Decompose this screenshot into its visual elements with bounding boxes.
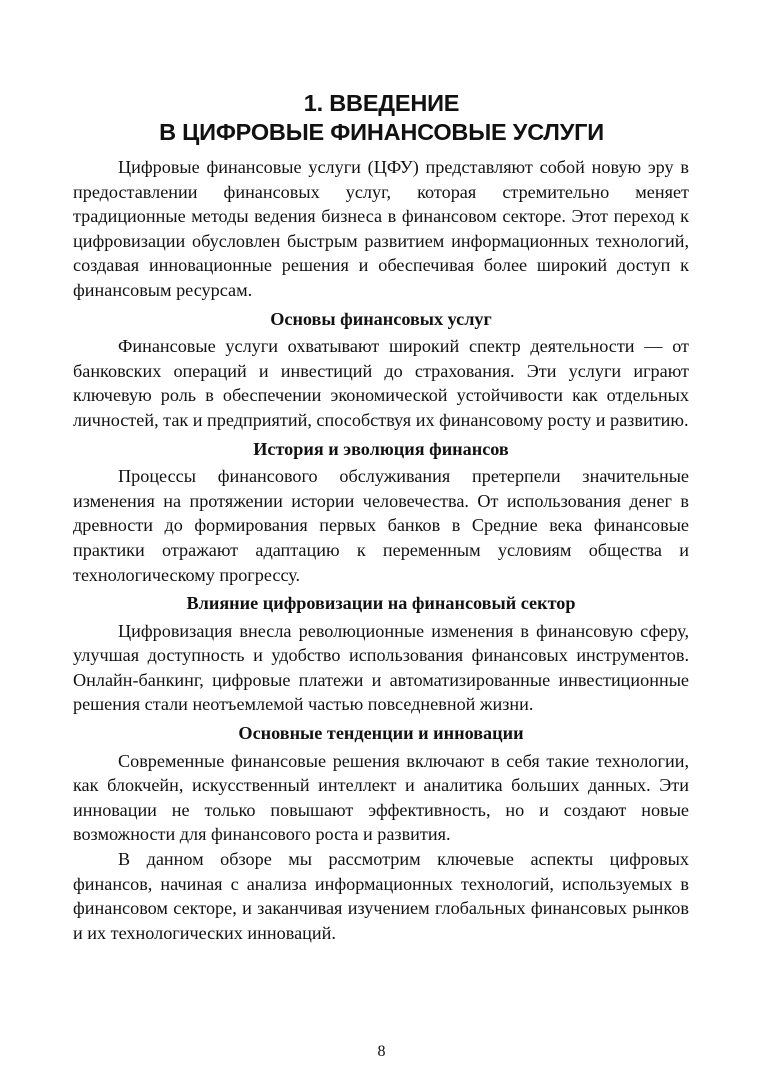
section-paragraph: Процессы финансового обслуживания претерпели значительные изменения на протяжении истории человечества. От использования денег в древности до формирования первых банков в Средние века финансовые практики отражают адаптацию к переменным условиям общества и технологическому прогрессу. xyxy=(73,466,689,585)
chapter-body xyxy=(73,155,689,945)
section-heading-basics: Основы финансовых услуг xyxy=(270,308,492,329)
chapter-number: 1. xyxy=(303,90,323,116)
section-heading-digitalization: Влияние цифровизации на финансовый сектор xyxy=(186,593,576,614)
page-number: 8 xyxy=(377,1043,386,1060)
chapter-title-word: ВВЕДЕНИЕ xyxy=(329,90,460,116)
chapter-title xyxy=(70,89,693,147)
section-paragraph: В данном обзоре мы рассмотрим ключевые аспекты цифровых финансов, начиная с анализа информационных технологий, используемых в финансовом секторе, и заканчивая изучением глобальных финансовых рынков и их технологических инноваций. xyxy=(73,849,689,943)
section-heading-trends: Основные тенденции и инновации xyxy=(238,723,524,744)
chapter-title-line-1 xyxy=(70,89,693,118)
section-paragraph: Современные финансовые решения включают в себя такие технологии, как блокчейн, искусственный интеллект и аналитика больших данных. Эти инновации не только повышают эффективность, но и создают новые возможности для финансового роста и развития. xyxy=(73,750,689,845)
section-paragraph: Цифровизация внесла революционные изменения в финансовую сферу, улучшая доступность и удобство использования финансовых инструментов. Онлайн-банкинг, цифровые платежи и автоматизированные инвестиционные решения стали неотъемлемой частью повседневной жизни. xyxy=(73,620,689,715)
section-heading-history: История и эволюция финансов xyxy=(253,438,509,459)
section-paragraph: Финансовые услуги охватывают широкий спектр деятельности — от банковских операций и инвестиций до страхования. Эти услуги играют ключевую роль в обеспечении экономической устойчивости как отдельных личностей, так и предприятий, способствуя их финансовому росту и развитию. xyxy=(73,336,689,430)
chapter-title-line-2: В ЦИФРОВЫЕ ФИНАНСОВЫЕ УСЛУГИ xyxy=(159,119,604,145)
intro-paragraph: Цифровые финансовые услуги (ЦФУ) представляют собой новую эру в предоставлении финансовых услуг, которая стремительно меняет традиционные методы ведения бизнеса в финансовом секторе. Этот переход к цифровизации обусловлен быстрым развитием информационных технологий, создавая инновационные решения и обеспечивая более широкий доступ к финансовым ресурсам. xyxy=(73,157,689,300)
